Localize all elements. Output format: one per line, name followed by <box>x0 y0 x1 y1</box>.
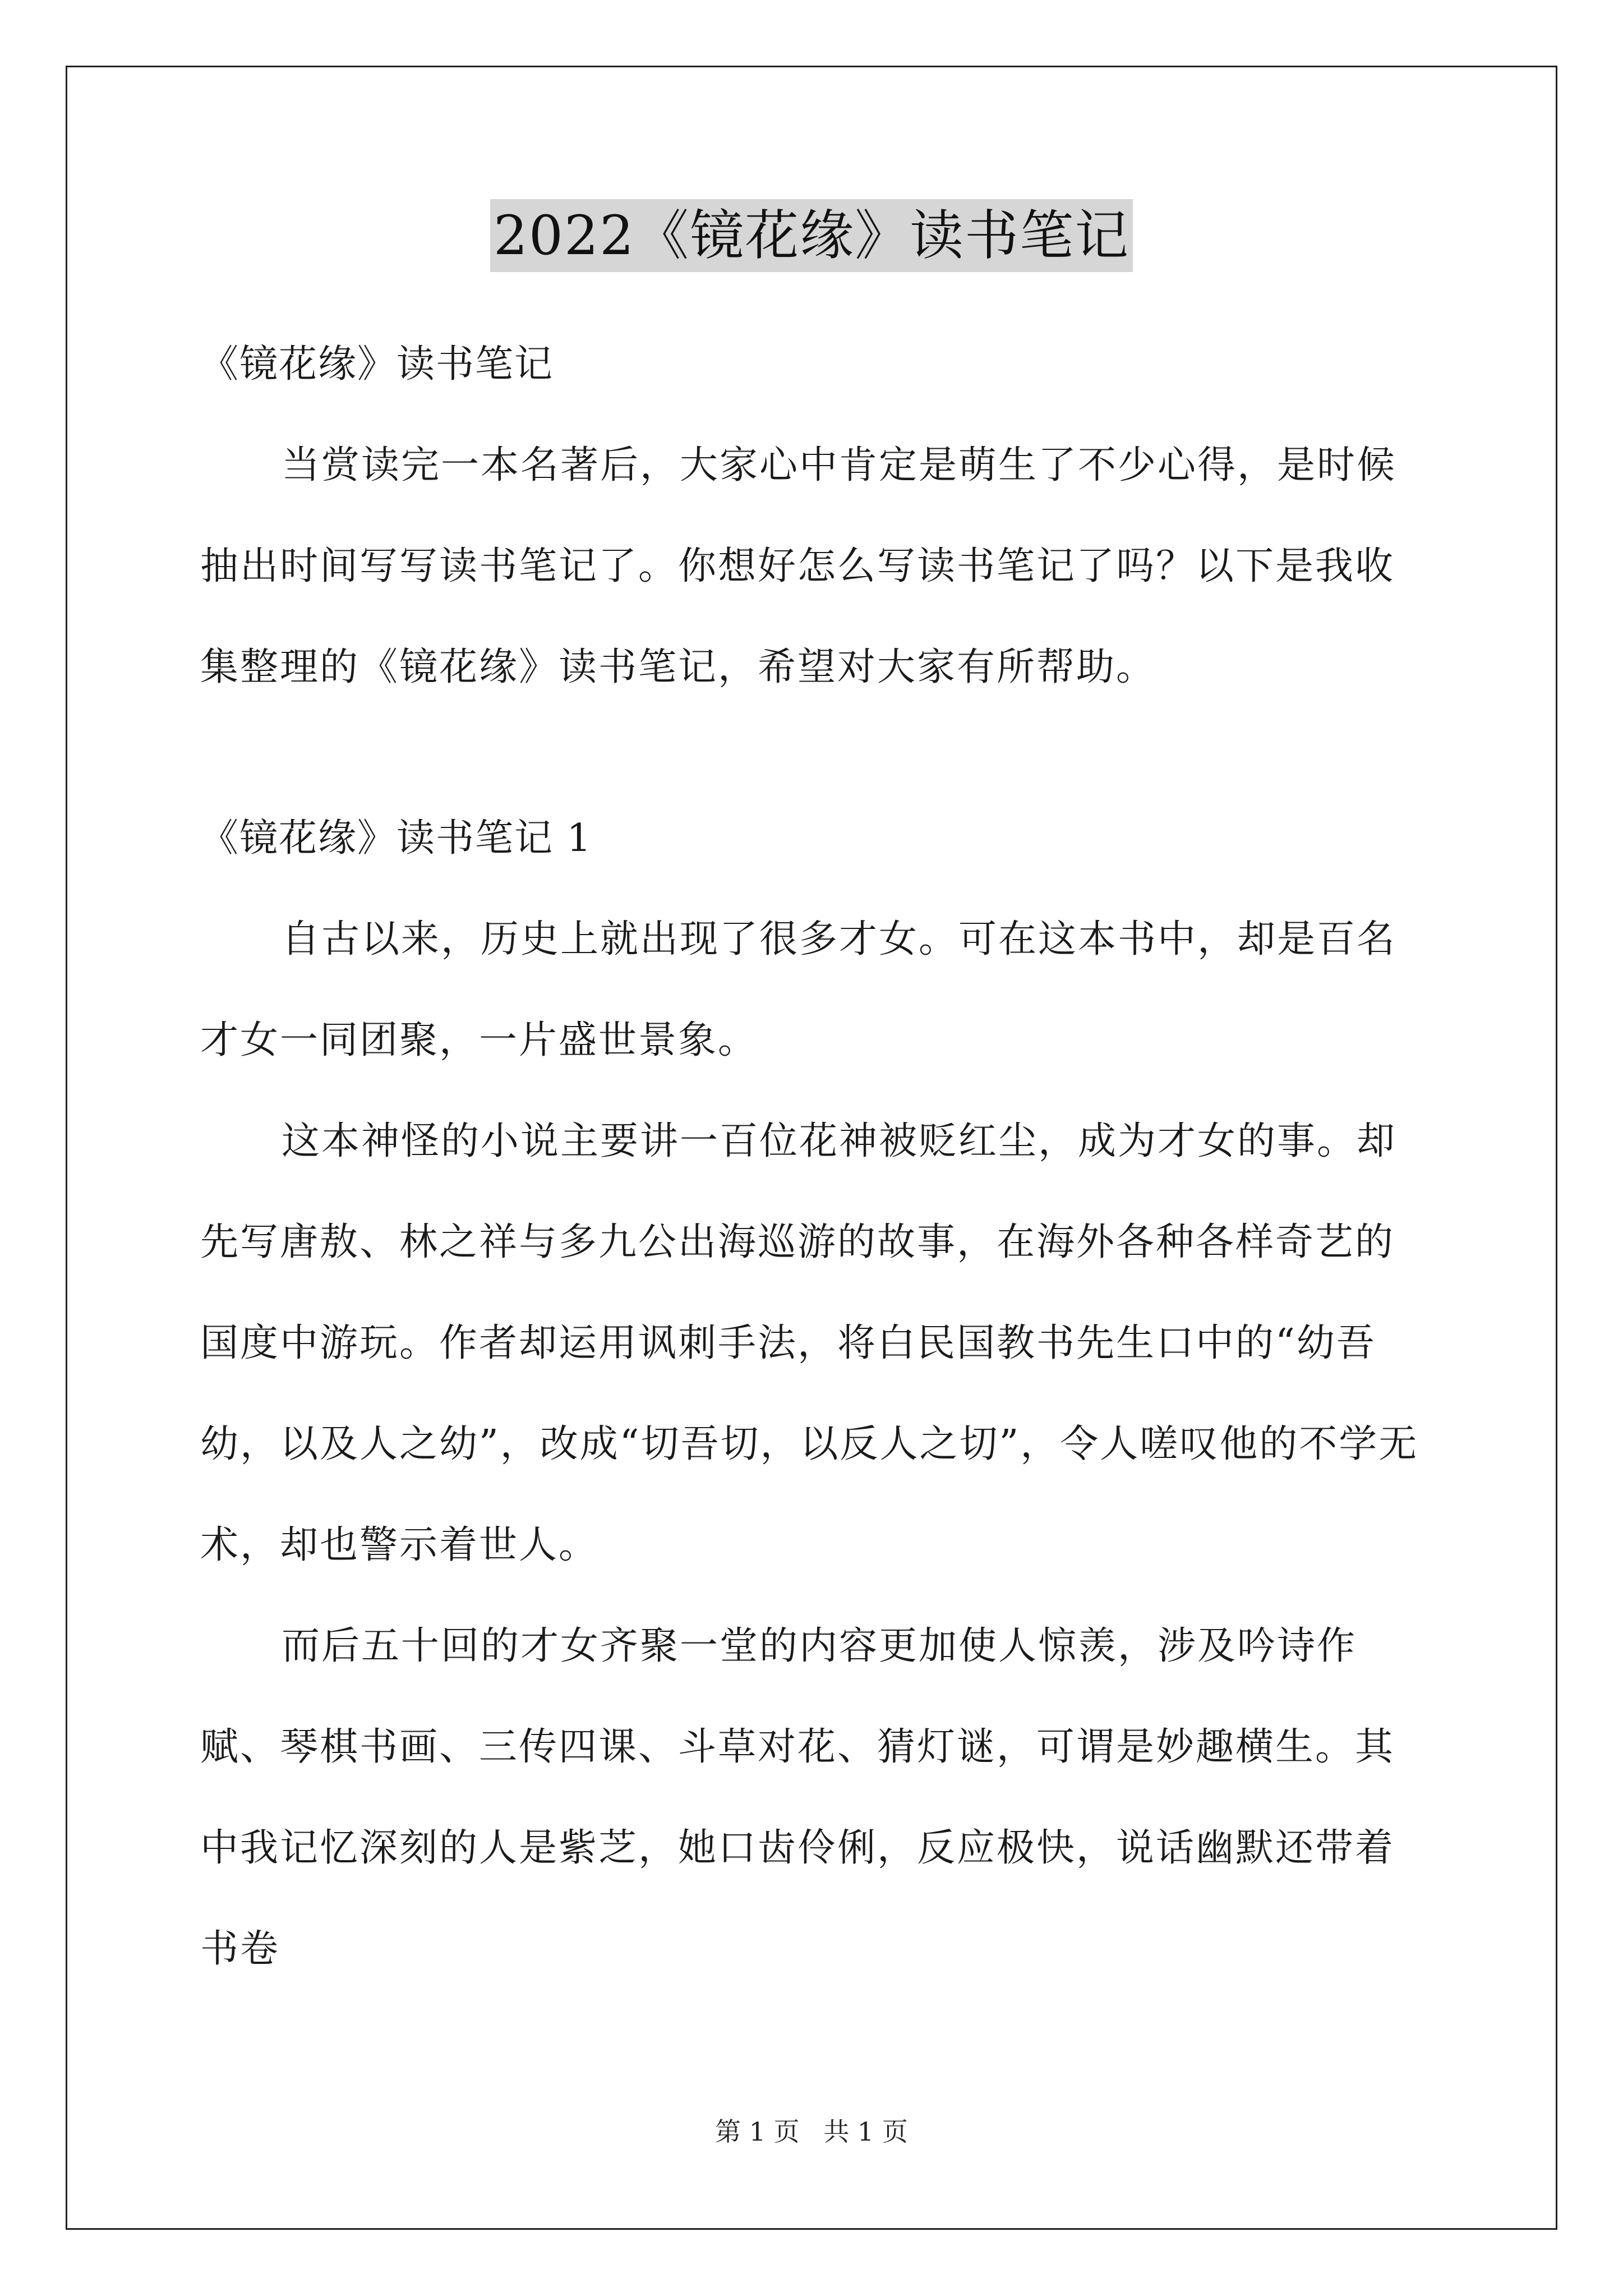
section-heading: 《镜花缘》读书笔记 1 <box>200 816 592 861</box>
document-subtitle: 《镜花缘》读书笔记 <box>200 342 554 386</box>
body-paragraph: 自古以来，历史上就出现了很多才女。可在这本书中，却是百名才女一同团聚，一片盛世景象。 <box>200 917 1397 1062</box>
section-spacer <box>200 718 1434 788</box>
intro-paragraph: 当赏读完一本名著后，大家心中肯定是萌生了不少心得，是时候抽出时间写写读书笔记了。你想好怎么写读书笔记了吗？以下是我收集整理的《镜花缘》读书笔记，希望对大家有所帮助。 <box>200 443 1397 689</box>
body-paragraph: 而后五十回的才女齐聚一堂的内容更加使人惊羡，涉及吟诗作赋、琴棋书画、三传四课、斗草对花、猜灯谜，可谓是妙趣横生。其中我记忆深刻的人是紫芝，她口齿伶俐，反应极快，说话幽默还带着书卷 <box>200 1624 1395 1971</box>
body-paragraph: 这本神怪的小说主要讲一百位花神被贬红尘，成为才女的事。却先写唐敖、林之祥与多九公出海巡游的故事，在海外各种各样奇艺的国度中游玩。作者却运用讽刺手法，将白民国教书先生口中的“幼吾幼，以及人之幼”，改成“切吾切，以反人之切”，令人嗟叹他的不学无术，却也警示着世人。 <box>200 1119 1419 1567</box>
document-title: 2022《镜花缘》读书笔记 <box>490 199 1133 272</box>
document-body <box>200 314 1434 2000</box>
page-total: 共 1 页 <box>823 2116 908 2147</box>
page-number: 第 1 页 <box>715 2116 800 2147</box>
title-container <box>0 199 1623 272</box>
page-footer <box>0 2115 1623 2148</box>
